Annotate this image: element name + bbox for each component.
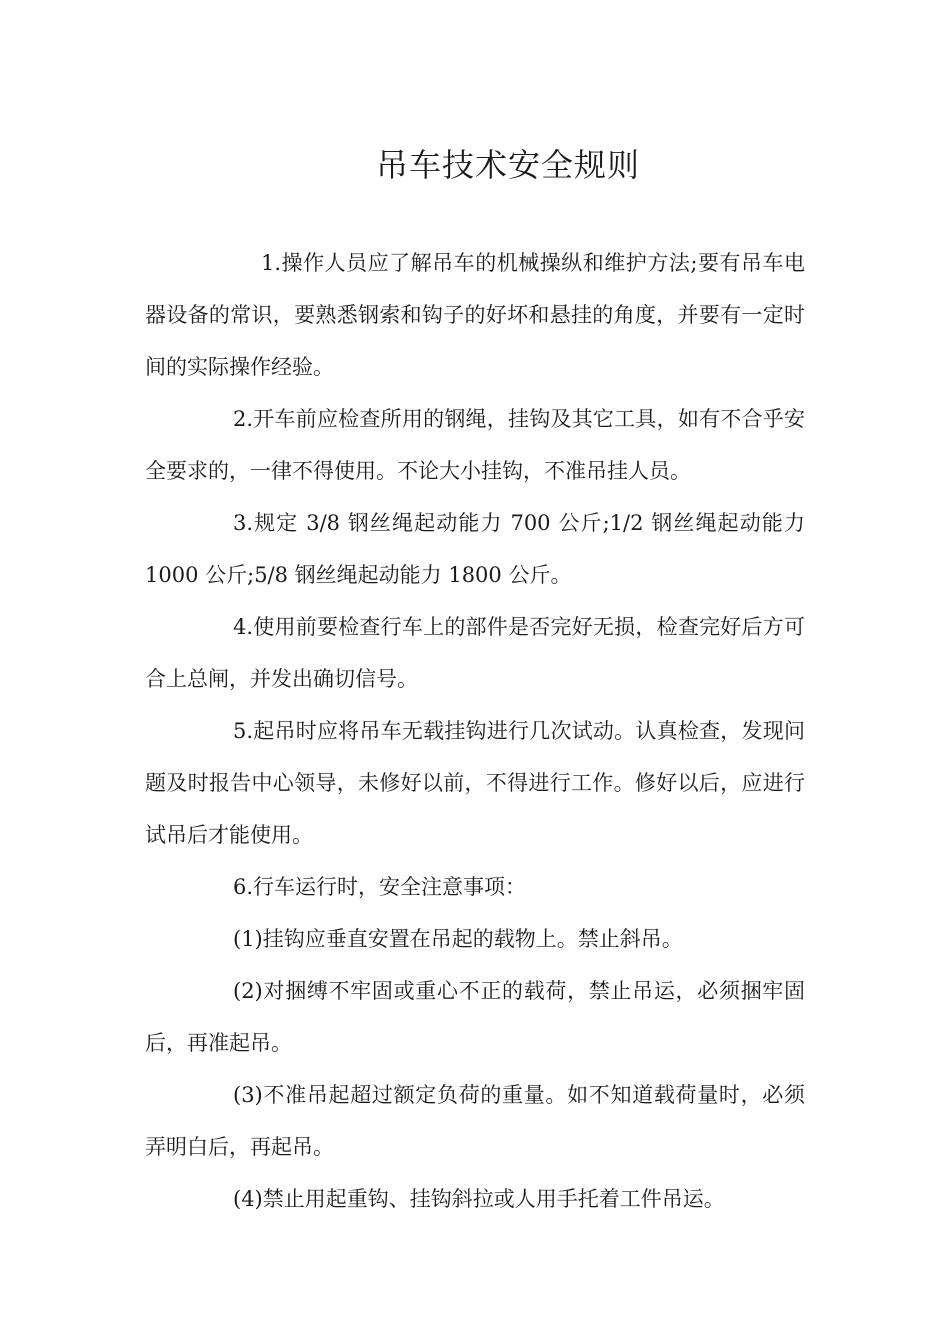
paragraph-1: 1.操作人员应了解吊车的机械操纵和维护方法;要有吊车电器设备的常识，要熟悉钢索和钩子的好坏和悬挂的角度，并要有一定时间的实际操作经验。 — [145, 251, 805, 379]
paragraph-2: 2.开车前应检查所用的钢绳，挂钩及其它工具，如有不合乎安全要求的，一律不得使用。不论大小挂钩，不准吊挂人员。 — [145, 407, 805, 483]
paragraph-6: 6.行车运行时，安全注意事项： — [233, 875, 527, 899]
document-body — [145, 237, 805, 1225]
paragraph-6-2: (2)对捆缚不牢固或重心不正的载荷，禁止吊运，必须捆牢固后，再准起吊。 — [145, 979, 805, 1055]
paragraph-4: 4.使用前要检查行车上的部件是否完好无损，检查完好后方可合上总闸，并发出确切信号。 — [145, 615, 805, 691]
paragraph-3: 3.规定 3/8 钢丝绳起动能力 700 公斤;1/2 钢丝绳起动能力 1000 公斤;5/8 钢丝绳起动能力 1800 公斤。 — [145, 511, 805, 587]
paragraph-5: 5.起吊时应将吊车无载挂钩进行几次试动。认真检查，发现问题及时报告中心领导，未修好以前，不得进行工作。修好以后，应进行试吊后才能使用。 — [145, 719, 805, 847]
paragraph-6-4: (4)禁止用起重钩、挂钩斜拉或人用手托着工件吊运。 — [233, 1187, 725, 1211]
paragraph-6-1: (1)挂钩应垂直安置在吊起的载物上。禁止斜吊。 — [233, 927, 683, 951]
page-title: 吊车技术安全规则 — [375, 146, 640, 185]
paragraph-6-3: (3)不准吊起超过额定负荷的重量。如不知道载荷量时，必须弄明白后，再起吊。 — [145, 1083, 805, 1159]
